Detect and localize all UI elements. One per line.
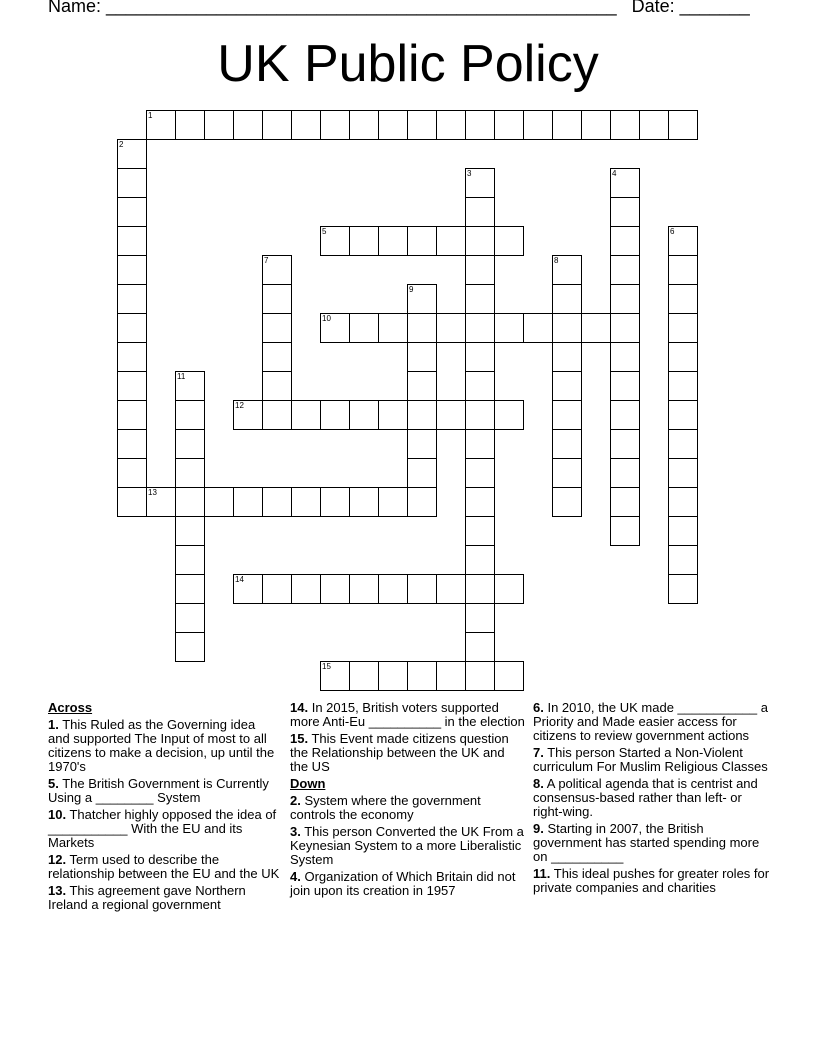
grid-cell[interactable] [552,487,582,517]
grid-cell[interactable] [436,313,466,343]
grid-cell[interactable] [494,313,524,343]
grid-cell[interactable] [465,371,495,401]
grid-cell[interactable] [610,110,640,140]
grid-cell[interactable] [175,516,205,546]
grid-cell[interactable] [320,110,350,140]
clues-column-1 [48,701,280,915]
clue-number: 2 [119,140,124,149]
grid-cell[interactable] [175,603,205,633]
grid-cell[interactable] [320,574,350,604]
down-heading: Down [290,776,326,791]
grid-cell[interactable] [465,603,495,633]
grid-cell[interactable] [378,313,408,343]
clue-down-3: 3. This person Converted the UK From a Keynesian System to a more Liberalistic System [290,824,524,867]
grid-cell[interactable] [465,226,495,256]
grid-cell[interactable] [436,110,466,140]
grid-cell[interactable] [465,429,495,459]
grid-cell[interactable] [117,226,147,256]
grid-cell[interactable] [175,371,205,401]
grid-cell[interactable] [668,284,698,314]
grid-cell[interactable] [465,197,495,227]
grid-cell[interactable] [610,371,640,401]
grid-cell[interactable] [610,168,640,198]
grid-cell[interactable] [407,429,437,459]
grid-cell[interactable] [117,342,147,372]
clue-down-4: 4. Organization of Which Britain did not join upon its creation in 1957 [290,869,516,898]
grid-cell[interactable] [494,661,524,691]
grid-cell[interactable] [465,168,495,198]
grid-cell[interactable] [146,487,176,517]
clues-column-3 [533,701,771,898]
clue-across-5: 5. The British Government is Currently Using a ________ System [48,776,269,805]
clue-down-6: 6. In 2010, the UK made ___________ a Priority and Made easier access for citizens to review government actions [533,700,768,743]
grid-cell[interactable] [581,313,611,343]
grid-cell[interactable] [320,487,350,517]
clue-number: 13 [148,488,157,497]
grid-cell[interactable] [291,574,321,604]
clue-down-11: 11. This ideal pushes for greater roles for private companies and charities [533,866,770,895]
grid-cell[interactable] [291,487,321,517]
grid-cell[interactable] [610,284,640,314]
grid-cell[interactable] [378,110,408,140]
grid-cell[interactable] [407,313,437,343]
grid-cell[interactable] [117,284,147,314]
grid-cell[interactable] [552,284,582,314]
grid-cell[interactable] [610,226,640,256]
grid-cell[interactable] [320,661,350,691]
grid-cell[interactable] [610,516,640,546]
grid-cell[interactable] [262,255,292,285]
grid-cell[interactable] [668,371,698,401]
date-label: Date: [631,0,675,16]
grid-cell[interactable] [117,487,147,517]
clue-across-14: 14. In 2015, British voters supported more Anti-Eu __________ in the election [290,700,525,729]
grid-cell[interactable] [494,226,524,256]
grid-cell[interactable] [668,574,698,604]
clue-number: 8 [554,256,559,265]
grid-cell[interactable] [291,400,321,430]
grid-cell[interactable] [668,313,698,343]
page-title: UK Public Policy [217,35,599,93]
name-blank[interactable]: ___________________________________________________ [106,0,617,16]
grid-cell[interactable] [465,487,495,517]
grid-cell[interactable] [262,574,292,604]
grid-cell[interactable] [175,632,205,662]
clue-across-12: 12. Term used to describe the relationship between the EU and the UK [48,852,280,881]
clue-down-7: 7. This person Started a Non-Violent curriculum For Muslim Religious Classes [533,745,768,774]
grid-cell[interactable] [610,458,640,488]
clue-number: 9 [409,285,414,294]
grid-cell[interactable] [349,661,379,691]
grid-cell[interactable] [175,487,205,517]
grid-cell[interactable] [436,574,466,604]
grid-cell[interactable] [233,487,263,517]
grid-cell[interactable] [494,400,524,430]
grid-cell[interactable] [552,342,582,372]
grid-cell[interactable] [117,168,147,198]
grid-cell[interactable] [494,110,524,140]
grid-cell[interactable] [175,400,205,430]
clues-column-2 [290,701,526,901]
clue-across-10: 10. Thatcher highly opposed the idea of ___________ With the EU and its Markets [48,807,277,850]
grid-cell[interactable] [465,255,495,285]
clue-down-2: 2. System where the government controls the economy [290,793,481,822]
grid-cell[interactable] [552,429,582,459]
grid-cell[interactable] [465,400,495,430]
grid-cell[interactable] [465,632,495,662]
grid-cell[interactable] [262,342,292,372]
grid-cell[interactable] [407,226,437,256]
grid-cell[interactable] [262,284,292,314]
grid-cell[interactable] [610,487,640,517]
grid-cell[interactable] [117,371,147,401]
grid-cell[interactable] [552,400,582,430]
grid-cell[interactable] [262,400,292,430]
grid-cell[interactable] [262,371,292,401]
grid-cell[interactable] [320,226,350,256]
grid-cell[interactable] [523,313,553,343]
clue-number: 1 [148,111,153,120]
grid-cell[interactable] [668,255,698,285]
grid-cell[interactable] [465,574,495,604]
clue-across-13: 13. This agreement gave Northern Ireland a regional government [48,883,246,912]
grid-cell[interactable] [610,400,640,430]
grid-cell[interactable] [204,110,234,140]
grid-cell[interactable] [552,255,582,285]
grid-cell[interactable] [668,487,698,517]
grid-cell[interactable] [117,429,147,459]
grid-cell[interactable] [378,400,408,430]
grid-cell[interactable] [117,255,147,285]
grid-cell[interactable] [552,458,582,488]
grid-cell[interactable] [436,661,466,691]
grid-cell[interactable] [407,458,437,488]
grid-cell[interactable] [407,574,437,604]
name-label: Name: [48,0,102,16]
grid-cell[interactable] [233,400,263,430]
grid-cell[interactable] [465,458,495,488]
grid-cell[interactable] [668,516,698,546]
grid-cell[interactable] [233,574,263,604]
date-blank[interactable]: _______ [679,0,750,16]
grid-cell[interactable] [378,226,408,256]
grid-cell[interactable] [117,139,147,169]
grid-cell[interactable] [610,255,640,285]
grid-cell[interactable] [407,661,437,691]
grid-cell[interactable] [262,313,292,343]
clue-number: 11 [177,372,186,381]
grid-cell[interactable] [668,342,698,372]
grid-cell[interactable] [262,487,292,517]
grid-cell[interactable] [465,661,495,691]
clue-across-15: 15. This Event made citizens question the Relationship between the UK and the US [290,731,509,774]
grid-cell[interactable] [407,400,437,430]
grid-cell[interactable] [291,110,321,140]
grid-cell[interactable] [146,110,176,140]
grid-cell[interactable] [407,487,437,517]
grid-cell[interactable] [378,661,408,691]
grid-cell[interactable] [349,574,379,604]
grid-cell[interactable] [175,429,205,459]
grid-cell[interactable] [349,313,379,343]
grid-cell[interactable] [349,487,379,517]
grid-cell[interactable] [552,371,582,401]
grid-cell[interactable] [465,545,495,575]
grid-cell[interactable] [407,342,437,372]
clue-number: 10 [322,314,331,323]
grid-cell[interactable] [320,313,350,343]
grid-cell[interactable] [117,400,147,430]
grid-cell[interactable] [581,110,611,140]
grid-cell[interactable] [117,313,147,343]
grid-cell[interactable] [117,197,147,227]
grid-cell[interactable] [610,342,640,372]
grid-cell[interactable] [378,574,408,604]
clue-number: 3 [467,169,472,178]
grid-cell[interactable] [610,197,640,227]
grid-cell[interactable] [668,458,698,488]
grid-cell[interactable] [349,110,379,140]
clue-across-1: 1. This Ruled as the Governing idea and supported The Input of most to all citizens to make a decision, up until the 1970's [48,717,275,774]
grid-cell[interactable] [552,313,582,343]
grid-cell[interactable] [378,487,408,517]
grid-cell[interactable] [639,110,669,140]
across-heading: Across [48,700,93,715]
grid-cell[interactable] [610,313,640,343]
grid-cell[interactable] [320,400,350,430]
clue-number: 14 [235,575,244,584]
clue-number: 6 [670,227,675,236]
grid-cell[interactable] [523,110,553,140]
grid-cell[interactable] [175,458,205,488]
grid-cell[interactable] [668,110,698,140]
clue-number: 12 [235,401,244,410]
grid-cell[interactable] [233,110,263,140]
grid-cell[interactable] [610,429,640,459]
grid-cell[interactable] [204,487,234,517]
grid-cell[interactable] [117,458,147,488]
grid-cell[interactable] [349,400,379,430]
clue-number: 5 [322,227,327,236]
grid-cell[interactable] [175,574,205,604]
grid-cell[interactable] [407,110,437,140]
clue-down-9: 9. Starting in 2007, the British government has started spending more on __________ [533,821,760,864]
grid-cell[interactable] [552,110,582,140]
grid-cell[interactable] [465,313,495,343]
grid-cell[interactable] [465,110,495,140]
grid-cell[interactable] [668,545,698,575]
grid-cell[interactable] [175,110,205,140]
clue-down-8: 8. A political agenda that is centrist and consensus-based rather than left- or right-wing. [533,776,758,819]
clue-number: 4 [612,169,617,178]
grid-cell[interactable] [465,342,495,372]
clue-number: 15 [322,662,331,671]
grid-cell[interactable] [668,400,698,430]
grid-cell[interactable] [407,371,437,401]
grid-cell[interactable] [494,574,524,604]
grid-cell[interactable] [349,226,379,256]
grid-cell[interactable] [465,284,495,314]
grid-cell[interactable] [465,516,495,546]
grid-cell[interactable] [436,400,466,430]
grid-cell[interactable] [436,226,466,256]
grid-cell[interactable] [668,226,698,256]
grid-cell[interactable] [668,429,698,459]
clue-number: 7 [264,256,269,265]
grid-cell[interactable] [175,545,205,575]
grid-cell[interactable] [407,284,437,314]
grid-cell[interactable] [262,110,292,140]
